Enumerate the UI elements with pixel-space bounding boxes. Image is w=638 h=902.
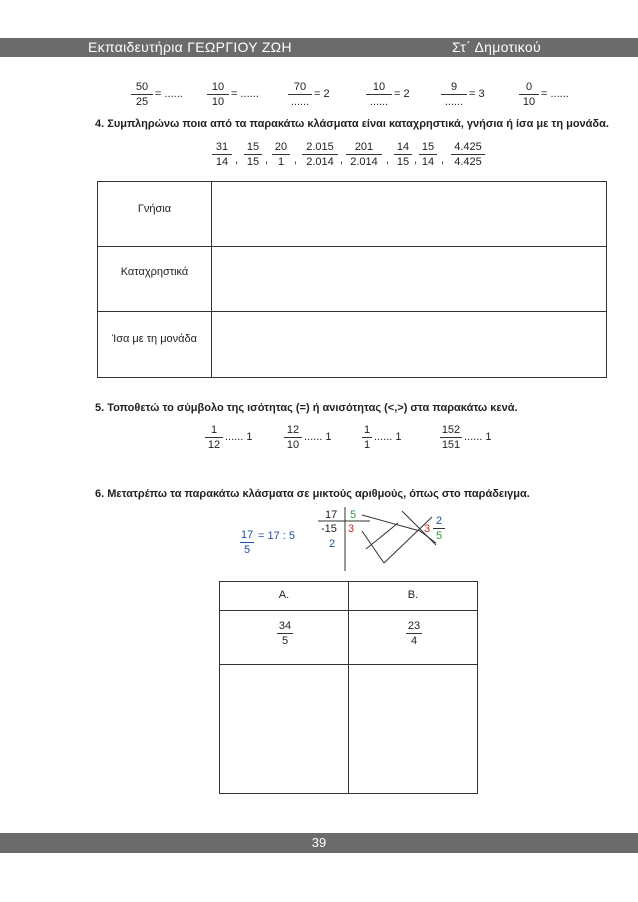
fraction-cell-b xyxy=(348,610,478,665)
question-4-title: 4. Συμπληρώνω ποια από τα παρακάτω κλάσματα είναι καταχρηστικά, γνήσια ή ίσα με τη μονάδα. xyxy=(95,118,609,130)
fraction xyxy=(366,80,392,109)
subtraction: -15 xyxy=(321,523,337,535)
numerator: 0 xyxy=(519,80,539,95)
numerator: 70 xyxy=(288,80,312,95)
school-name: Εκπαιδευτήρια ΓΕΩΡΓΙΟΥ ΖΩΗ xyxy=(88,39,292,55)
equation-rhs: = ...... xyxy=(541,88,569,100)
comma: , xyxy=(265,154,269,166)
column-label: Β. xyxy=(407,589,419,601)
numerator: 10 xyxy=(207,80,229,95)
numerator: 10 xyxy=(366,80,392,95)
equation-rhs: = ...... xyxy=(231,88,259,100)
denominator: 25 xyxy=(135,96,149,108)
comparison-blank[interactable]: ...... 1 xyxy=(304,431,332,443)
fraction: $\frac{152}{151}$ xyxy=(441,424,461,451)
denominator: ...... xyxy=(444,96,464,108)
comparison-blank[interactable]: ...... 1 xyxy=(225,431,253,443)
row-label: Καταχρηστικά xyxy=(120,266,189,278)
row-label: Ίσα με τη μονάδα xyxy=(111,333,198,345)
fraction: $\frac{31}{14}$ xyxy=(212,140,232,169)
answer-cell-b[interactable] xyxy=(348,664,478,794)
dividend: 17 xyxy=(325,509,338,521)
equation-rhs: = ...... xyxy=(155,88,183,100)
equation-rhs: = 3 xyxy=(469,88,485,100)
fraction: $\frac{2.015}{2.014}$ xyxy=(302,140,338,169)
fraction: $\frac{15}{15}$ xyxy=(244,140,262,169)
fraction: $\frac{4.425}{4.425}$ xyxy=(451,140,485,169)
comma: , xyxy=(414,154,418,166)
fraction: $\frac{15}{14}$ xyxy=(419,140,437,169)
fraction: $\frac{1}{1}$ xyxy=(363,424,371,451)
denominator: ...... xyxy=(369,96,389,108)
row-label: Γνήσια xyxy=(137,203,172,215)
mixed-whole: 3 xyxy=(424,523,431,535)
example-division: = 17 : 5 xyxy=(258,530,296,542)
answer-cell-improper[interactable] xyxy=(211,246,607,312)
fraction: $\frac{1}{12}$ xyxy=(205,423,223,452)
numerator: 9 xyxy=(441,80,467,95)
denominator: 10 xyxy=(211,96,225,108)
fraction: $\frac{23}{4}$ xyxy=(407,620,421,647)
grade-label: Στ΄ Δημοτικού xyxy=(452,39,541,55)
column-header-a xyxy=(219,581,349,611)
column-label: Α. xyxy=(278,589,290,601)
row-label-cell xyxy=(97,181,212,247)
remainder: 3 xyxy=(348,523,355,535)
comma: , xyxy=(294,154,298,166)
comma: , xyxy=(386,154,390,166)
fraction xyxy=(441,80,467,109)
numerator: 50 xyxy=(131,80,153,95)
fraction-cell-a xyxy=(219,610,349,665)
equation-rhs: = 2 xyxy=(394,88,410,100)
mixed-fraction: $\frac{2}{5}$ xyxy=(433,514,445,543)
fraction: $\frac{12}{10}$ xyxy=(284,423,302,452)
fraction: $\frac{20}{1}$ xyxy=(272,140,290,169)
row-label-cell xyxy=(97,246,212,312)
fraction: $\frac{34}{5}$ xyxy=(278,620,292,647)
quotient: 2 xyxy=(329,538,336,550)
comparison-blank[interactable]: ...... 1 xyxy=(464,431,492,443)
denominator: ...... xyxy=(290,96,310,108)
comma: , xyxy=(441,154,445,166)
fraction: $\frac{14}{15}$ xyxy=(394,140,412,169)
comparison-blank[interactable]: ...... 1 xyxy=(374,431,402,443)
example-fraction: $\frac{17}{5}$ xyxy=(241,529,254,556)
footer-band xyxy=(0,833,638,853)
fraction xyxy=(519,80,539,109)
page-number: 39 xyxy=(311,835,327,850)
header-band xyxy=(0,38,638,57)
column-header-b xyxy=(348,581,478,611)
divisor: 5 xyxy=(350,509,357,521)
fraction xyxy=(207,80,229,109)
denominator: 10 xyxy=(522,96,536,108)
comma: , xyxy=(235,154,239,166)
answer-cell-proper[interactable] xyxy=(211,181,607,247)
fraction xyxy=(288,80,312,109)
fraction xyxy=(131,80,153,109)
row-label-cell xyxy=(97,311,212,378)
equation-rhs: = 2 xyxy=(314,88,330,100)
fraction: $\frac{201}{2.014}$ xyxy=(346,140,382,169)
answer-cell-a[interactable] xyxy=(219,664,349,794)
question-6-title: 6. Μετατρέπω τα παρακάτω κλάσματα σε μικτούς αριθμούς, όπως στο παράδειγμα. xyxy=(95,488,530,500)
answer-cell-equal-one[interactable] xyxy=(211,311,607,378)
comma: , xyxy=(340,154,344,166)
question-5-title: 5. Τοποθετώ το σύμβολο της ισότητας (=) ή ανισότητας (<,>) στα παρακάτω κενά. xyxy=(95,402,518,414)
